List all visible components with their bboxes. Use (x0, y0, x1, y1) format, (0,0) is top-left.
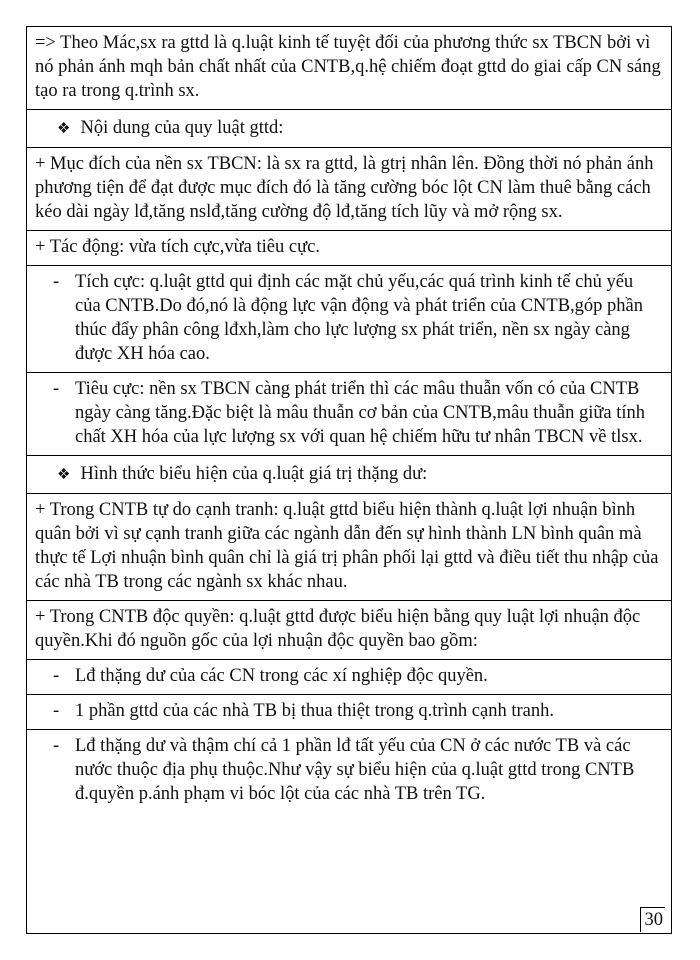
list-item-source-3 (27, 730, 671, 812)
dash-bullet: - (53, 379, 60, 399)
list-item-text: Tiêu cực: nền sx TBCN càng phát triển thì các mâu thuẫn vốn có của CNTB ngày càng tăng.Đặc biệt là mâu thuẫn cơ bản của CNTB,mâu thuẫn giữa tính chất XH hóa của lực lượng sx với quan hệ chiếm hữu tư nhân TBCN về tlsx. (75, 379, 646, 447)
heading-content-text: Nội dung của quy luật gttd: (80, 118, 284, 138)
dash-bullet: - (53, 666, 60, 686)
dash-bullet: - (53, 701, 60, 721)
list-item-text: Tích cực: q.luật gttd qui định các mặt chủ yếu,các quá trình kinh tế chủ yếu của CNTB.Do đó,nó là động lực vận động và phát triển của CNTB,góp phần thúc đẩy phân công lđxh,làm cho lực lượng sx phát triển, nền sx ngày càng được XH hóa cao. (75, 272, 643, 364)
heading-forms-text: Hình thức biểu hiện của q.luật giá trị thặng dư: (80, 464, 428, 484)
heading-forms (27, 456, 671, 494)
diamond-bullet-icon: ❖ (57, 467, 71, 483)
diamond-bullet-icon: ❖ (57, 121, 71, 137)
intro-paragraph: => Theo Mác,sx ra gttd là q.luật kinh tế tuyệt đối của phương thức sx TBCN bởi vì nó phản ánh mqh bản chất nhất của CNTB,q.hệ chiếm đoạt gttd do giai cấp CN sáng tạo ra trong q.trình sx. (27, 27, 671, 110)
free-competition-paragraph: + Trong CNTB tự do cạnh tranh: q.luật gttd biểu hiện thành q.luật lợi nhuận bình quân bởi vì sự cạnh tranh giữa các ngành dẫn đến sự hình thành LN bình quân mà thực tế Lợi nhuận bình quân chỉ là giá trị phân phối lại gttd và điều tiết thu nhập của các nhà TB trong các ngành sx khác nhau. (27, 494, 671, 601)
page-frame (26, 26, 672, 934)
page-number: 30 (640, 907, 666, 932)
monopoly-paragraph: + Trong CNTB độc quyền: q.luật gttd được biểu hiện bằng quy luật lợi nhuận độc quyền.Khi đó nguồn gốc của lợi nhuận độc quyền bao gồm: (27, 601, 671, 660)
dash-bullet: - (53, 272, 60, 292)
list-item-negative (27, 373, 671, 456)
heading-content (27, 110, 671, 148)
effect-paragraph: + Tác động: vừa tích cực,vừa tiêu cực. (27, 231, 671, 266)
list-item-positive (27, 266, 671, 373)
list-item-text: Lđ thặng dư của các CN trong các xí nghiệp độc quyền. (75, 666, 488, 686)
list-item-source-1 (27, 660, 671, 695)
list-item-text: 1 phần gttd của các nhà TB bị thua thiệt trong q.trình cạnh tranh. (75, 701, 554, 721)
list-item-text: Lđ thặng dư và thậm chí cả 1 phần lđ tất yếu của CN ở các nước TB và các nước thuộc địa phụ thuộc.Như vậy sự biểu hiện của q.luật gttd trong CNTB đ.quyền p.ánh phạm vi bóc lột của các nhà TB trên TG. (75, 736, 635, 804)
list-item-source-2 (27, 695, 671, 730)
purpose-paragraph: + Mục đích của nền sx TBCN: là sx ra gttd, là gtrị nhân lên. Đồng thời nó phản ánh phương tiện để đạt được mục đích đó là tăng cường bóc lột CN làm thuê bằng cách kéo dài ngày lđ,tăng nslđ,tăng cường độ lđ,tăng tích lũy và mở rộng sx. (27, 148, 671, 231)
dash-bullet: - (53, 736, 60, 756)
